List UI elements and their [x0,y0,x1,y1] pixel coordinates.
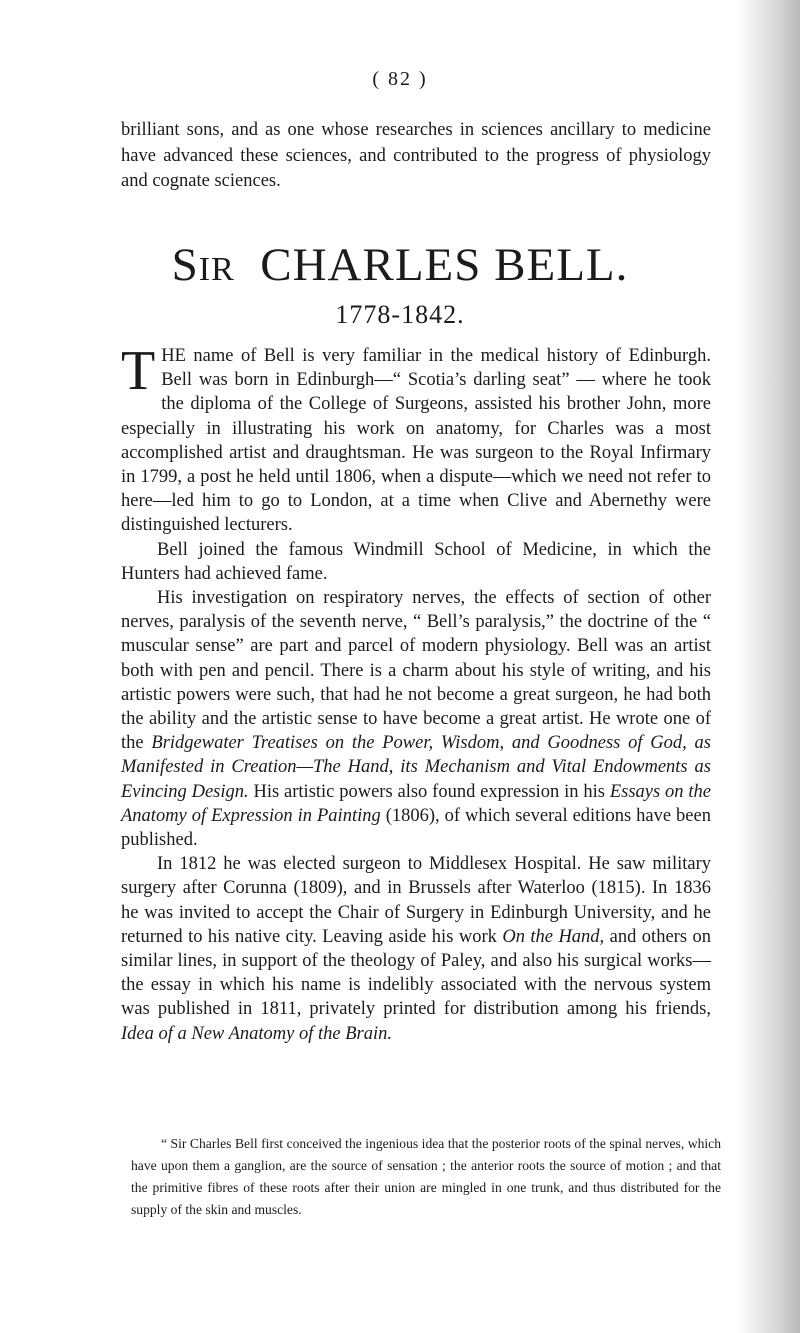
paragraph-3 [121,586,711,852]
book-title-hand: On the Hand, [502,926,605,947]
footnote-text: “ Sir Charles Bell first conceived the ingenious idea that the posterior roots of the spinal nerves, which have upon them a ganglion, are the source of sensation ; the anterior roots the source of motion ; and that the primitive fibres of these roots after their union are mingled in one trunk, and thus distributed for the supply of the skin and muscles. [131,1136,721,1217]
paragraph-4 [121,852,711,1046]
life-years: 1778-1842. [335,300,465,329]
paragraph-2: Bell joined the famous Windmill School of Medicine, in which the Hunters had achieved fame. [121,539,711,584]
intro-paragraph: brilliant sons, and as one whose researches in sciences ancillary to medicine have advanced these sciences, and contributed to the progress of physiology and cognate sciences. [121,120,711,191]
chapter-title [0,238,800,292]
article-body [121,340,712,1046]
book-title-bridgewater: Bridgewater Treatises on the Power, Wisdom, and Goodness of God, as Manifested in Creation—The Hand, its Mechanism and Vital Endowments as Evincing Design. [121,733,712,802]
drop-cap: T [121,340,156,402]
page-number: ( 82 ) [372,68,428,90]
paragraph-4-text-a: In 1812 he was elected surgeon to Middlesex Hospital. He saw military surgery after Corunna (1809), and in Brussels after Waterloo (1815). In 1836 he was invited to accept the Chair of Surgery in Edinburgh University, and he returned to his native city. Leaving aside his work [121,854,711,947]
paragraph-4-text-b: and others on similar lines, in support of the theology of Paley, and also his surgical works—the essay in which his name is indelibly associated with the nervous system was published in 1811, privately printed for distribution among his friends, [121,926,711,1020]
paragraph-1 [121,340,711,538]
book-title-essays: Essays on the Anatomy of Expression in Painting [121,781,711,826]
paragraph-3-text-a: His investigation on respiratory nerves, the effects of section of other nerves, paralysis of the seventh nerve, “ Bell’s paralysis,” the doctrine of the “ muscular sense” are part and parcel of modern physiology. Bell was an artist both with pen and pencil. There is a charm about his style of writing, and his artistic powers were such, that had he not become a great surgeon, he had both the ability and the artistic sense to have become a great artist. He wrote one of the [121,588,711,754]
book-title-anatomy-brain: Idea of a New Anatomy of the Brain. [121,1023,392,1044]
footnote [131,1133,721,1221]
paragraph-1-text: HE name of Bell is very familiar in the medical history of Edinburgh. Bell was born in Edinburgh—“ Scotia’s darling seat” — where he took the diploma of the College of Surgeons, assisted his brother John, more especially in illustrating his work on anatomy, for Charles was a most accomplished artist and draughtsman. He was surgeon to the Royal Infirmary in 1799, a post he held until 1806, when a dispute—which we need not refer to here—led him to go to London, at a time when Clive and Abernethy were distinguished lecturers. [121,346,711,536]
title-prefix-initial: S [171,239,199,291]
paragraph-3-text-c: (1806), of which several editions have been published. [121,805,711,851]
title-prefix-rest: IR [198,251,235,288]
title-name: CHARLES BELL. [260,239,629,291]
paragraph-3-text-b: His artistic powers also found expression in his [248,781,610,802]
